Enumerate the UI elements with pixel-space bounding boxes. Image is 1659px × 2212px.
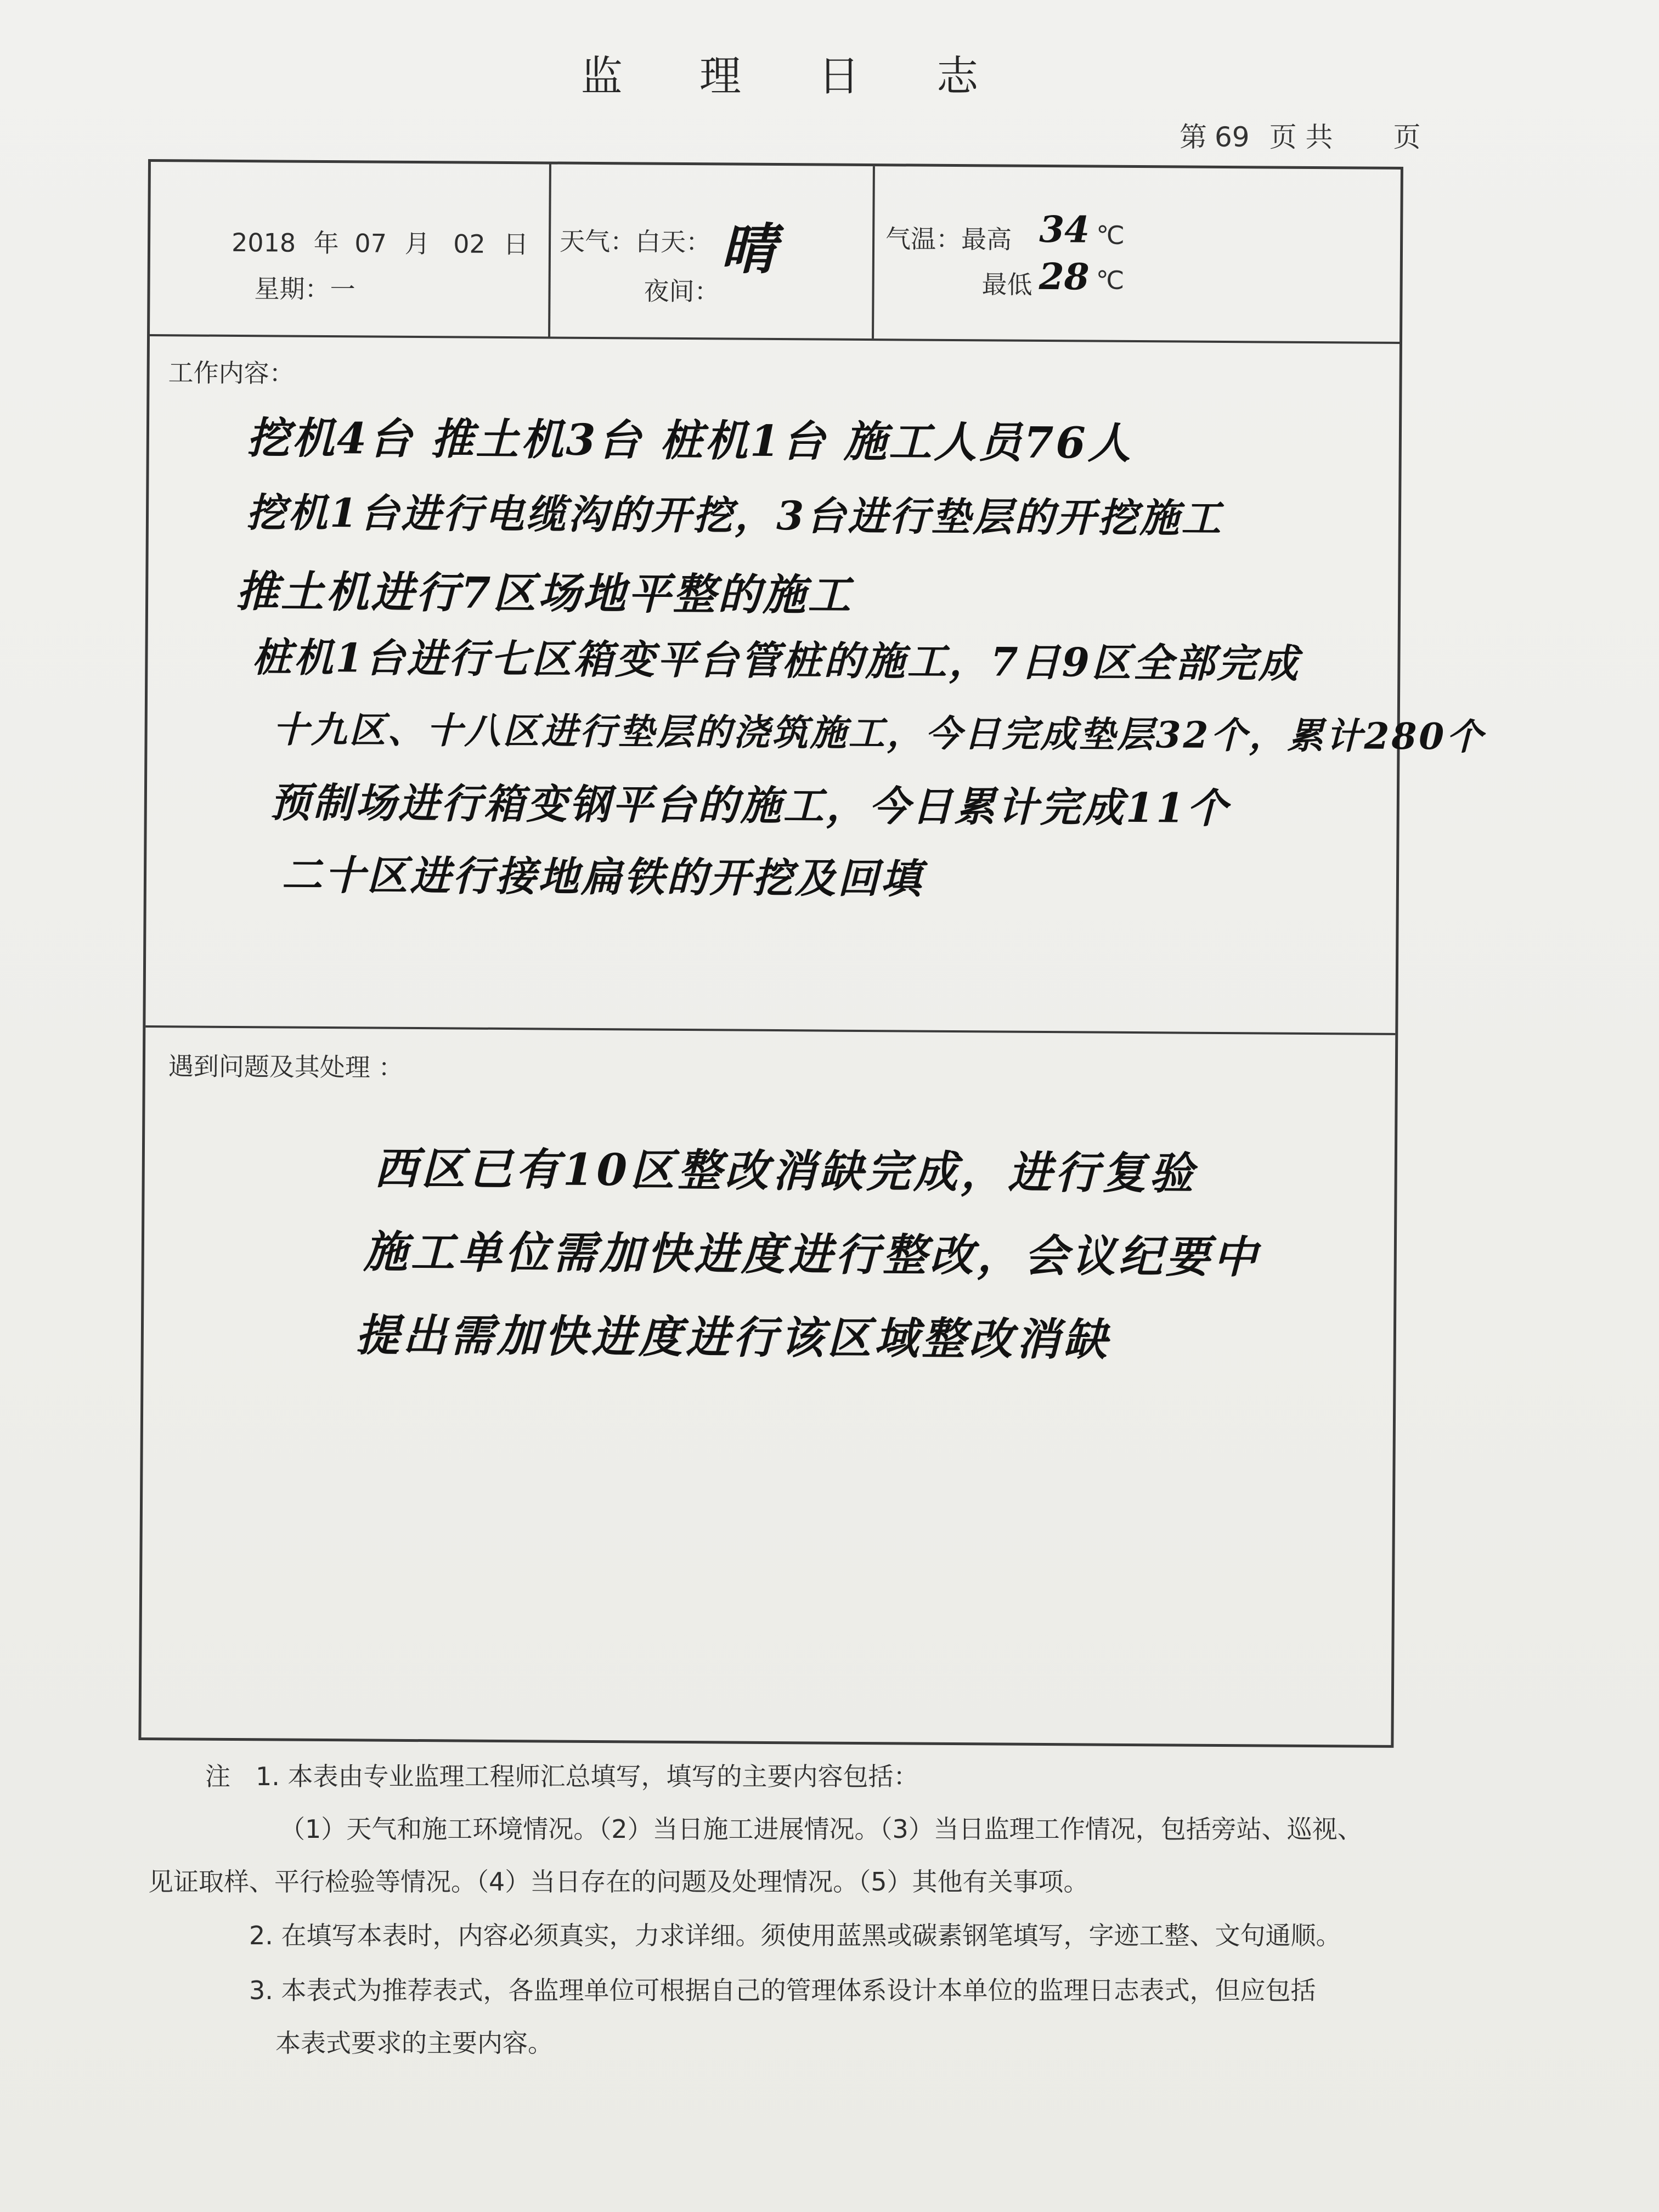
low-temp-value: 28: [1039, 255, 1090, 298]
work-content-label: 工作内容：: [168, 358, 295, 388]
weather-day-field: [560, 222, 711, 259]
note-item-3-cont: 本表式要求的主要内容。: [275, 2028, 553, 2058]
temperature-high-field: [885, 219, 1012, 256]
work-content-line: 预制场进行箱变钢平台的施工，今日累计完成11个: [269, 779, 1230, 833]
log-form-table: [138, 159, 1485, 1748]
weekday-label: 星期：: [254, 274, 330, 304]
header-divider-1: [548, 164, 551, 336]
high-label: 最高: [961, 224, 1012, 255]
work-content-line: 二十区进行接地扁铁的开挖及回填: [281, 851, 924, 903]
issues-label: 遇到问题及其处理 ：: [168, 1051, 404, 1082]
page-number-line: [1180, 115, 1421, 155]
issue-line: 西区已有10区整改消缺完成，进行复验: [374, 1142, 1197, 1199]
weekday-field: [254, 269, 355, 306]
high-temp-value: 34: [1039, 207, 1090, 251]
low-label: 最低: [981, 269, 1032, 300]
day-label: 白天：: [635, 227, 712, 257]
weather-label: 天气：: [559, 226, 636, 257]
date-day-label: 日: [503, 229, 529, 259]
night-label: 夜间：: [644, 276, 720, 307]
work-content-line: 挖机1台进行电缆沟的开挖，3台进行垫层的开挖施工: [246, 489, 1223, 541]
work-section-bottom-rule: [145, 1025, 1395, 1035]
issue-line: 提出需加快进度进行该区域整改消缺: [355, 1309, 1111, 1365]
note-item-1-detail-cont: 见证取样、平行检验等情况。（4）当日存在的问题及处理情况。（5）其他有关事项。: [148, 1867, 1089, 1897]
day-weather-value: 晴: [720, 216, 776, 281]
page-suffix: 页: [1393, 121, 1421, 153]
page-title: 监 理 日 志: [580, 52, 1011, 100]
weekday-value: 一: [330, 274, 356, 304]
date-day: 02: [453, 229, 486, 259]
date-month: 07: [354, 228, 387, 258]
work-content-line: 挖机4台 推土机3台 桩机1台 施工人员76人: [246, 413, 1133, 469]
date-field: [232, 223, 529, 261]
note-item-2: 2. 在填写本表时，内容必须真实，力求详细。须使用蓝黑或碳素钢笔填写，字迹工整、文句通顺。: [249, 1921, 1341, 1950]
issue-line: 施工单位需加快进度进行整改，会议纪要中: [363, 1226, 1261, 1283]
note-marker: 注: [205, 1762, 230, 1791]
date-month-label: 月: [404, 228, 430, 259]
note-item-1-detail: （1）天气和施工环境情况。（2）当日施工进展情况。（3）当日监理工作情况，包括旁站、巡视、: [280, 1814, 1363, 1844]
page-number: 69: [1215, 121, 1250, 153]
date-year-label: 年: [313, 228, 339, 258]
high-temp-unit: ℃: [1096, 220, 1125, 250]
page-prefix: 第: [1180, 121, 1207, 153]
temperature-label: 气温：: [885, 224, 962, 255]
header-bottom-rule: [150, 334, 1400, 344]
low-temp-unit: ℃: [1096, 265, 1125, 295]
note-item-3: 3. 本表式为推荐表式，各监理单位可根据自己的管理体系设计本单位的监理日志表式，但应包括: [249, 1976, 1316, 2005]
page-total-label: 页 共: [1269, 121, 1333, 153]
work-content-line: 十九区、十八区进行垫层的浇筑施工，今日完成垫层32个，累计280个: [272, 708, 1485, 758]
note-item-1: 1. 本表由专业监理工程师汇总填写，填写的主要内容包括：: [256, 1762, 919, 1791]
header-divider-2: [872, 166, 875, 338]
work-content-line: 推土机进行7区场地平整的施工: [235, 566, 853, 620]
date-year: 2018: [231, 227, 296, 258]
work-content-line: 桩机1台进行七区箱变平台管桩的施工，7日9区全部完成: [252, 634, 1300, 687]
